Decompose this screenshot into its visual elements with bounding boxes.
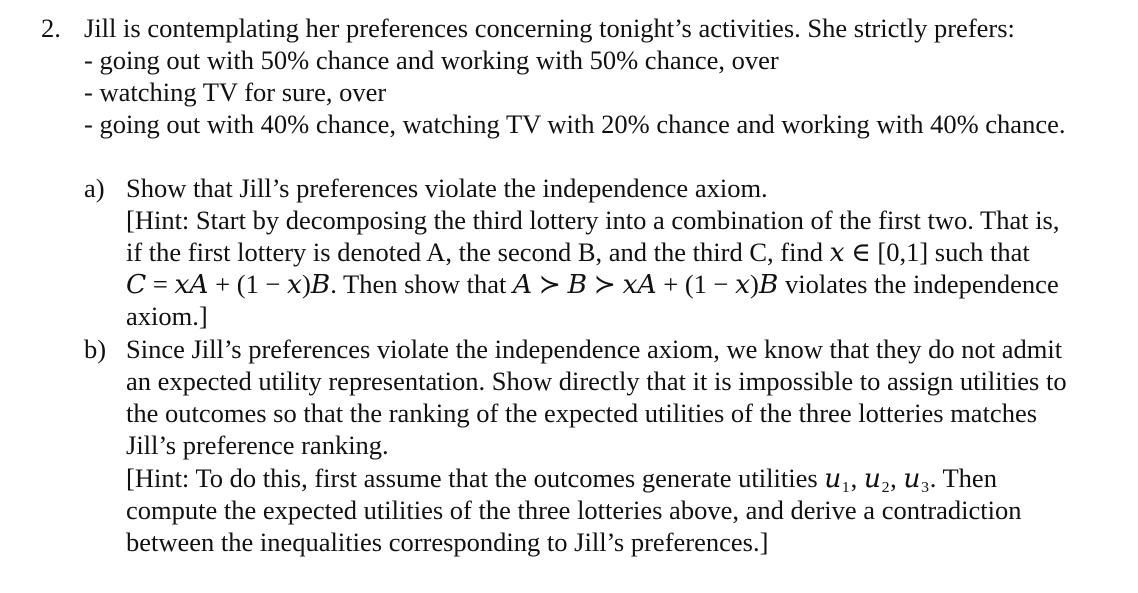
part-a-label: a) (84, 173, 105, 203)
part-a-line: if the first lottery is denoted A, the second B, and the third C, find 𝑥 ∈ [0,1] such that (126, 237, 1030, 267)
part-a-line: 𝐶 = 𝑥𝐴 + (1 − 𝑥)𝐵. Then show that 𝐴 ≻ 𝐵 ≻ 𝑥𝐴 + (1 − 𝑥)𝐵 violates the independence (126, 269, 1059, 299)
part-b-line: compute the expected utilities of the three lotteries above, and derive a contradiction (126, 495, 1022, 525)
part-b-label: b) (84, 334, 107, 364)
problem-intro: Jill is contemplating her preferences concerning tonight’s activities. She strictly prefers: (84, 13, 1015, 43)
problem-number: 2. (41, 13, 61, 43)
part-b-line: [Hint: To do this, first assume that the outcomes generate utilities 𝑢₁, 𝑢₂, 𝑢₃. Then (126, 463, 997, 493)
part-a-line: Show that Jill’s preferences violate the independence axiom. (126, 173, 768, 203)
bullet-lottery-a: - going out with 50% chance and working with 50% chance, over (84, 45, 779, 75)
bullet-lottery-c: - going out with 40% chance, watching TV with 20% chance and working with 40% chance. (84, 109, 1066, 139)
part-a-line: axiom.] (126, 301, 208, 331)
bullet-lottery-b: - watching TV for sure, over (84, 77, 387, 107)
part-b-line: between the inequalities corresponding to Jill’s preferences.] (126, 527, 769, 557)
part-a-line: [Hint: Start by decomposing the third lottery into a combination of the first two. That is, (126, 205, 1060, 235)
part-b-line: Jill’s preference ranking. (126, 430, 389, 460)
part-b-line: Since Jill’s preferences violate the independence axiom, we know that they do not admit (126, 334, 1063, 364)
part-b-line: the outcomes so that the ranking of the expected utilities of the three lotteries matches (126, 398, 1038, 428)
part-b-line: an expected utility representation. Show directly that it is impossible to assign utilities to (126, 366, 1067, 396)
